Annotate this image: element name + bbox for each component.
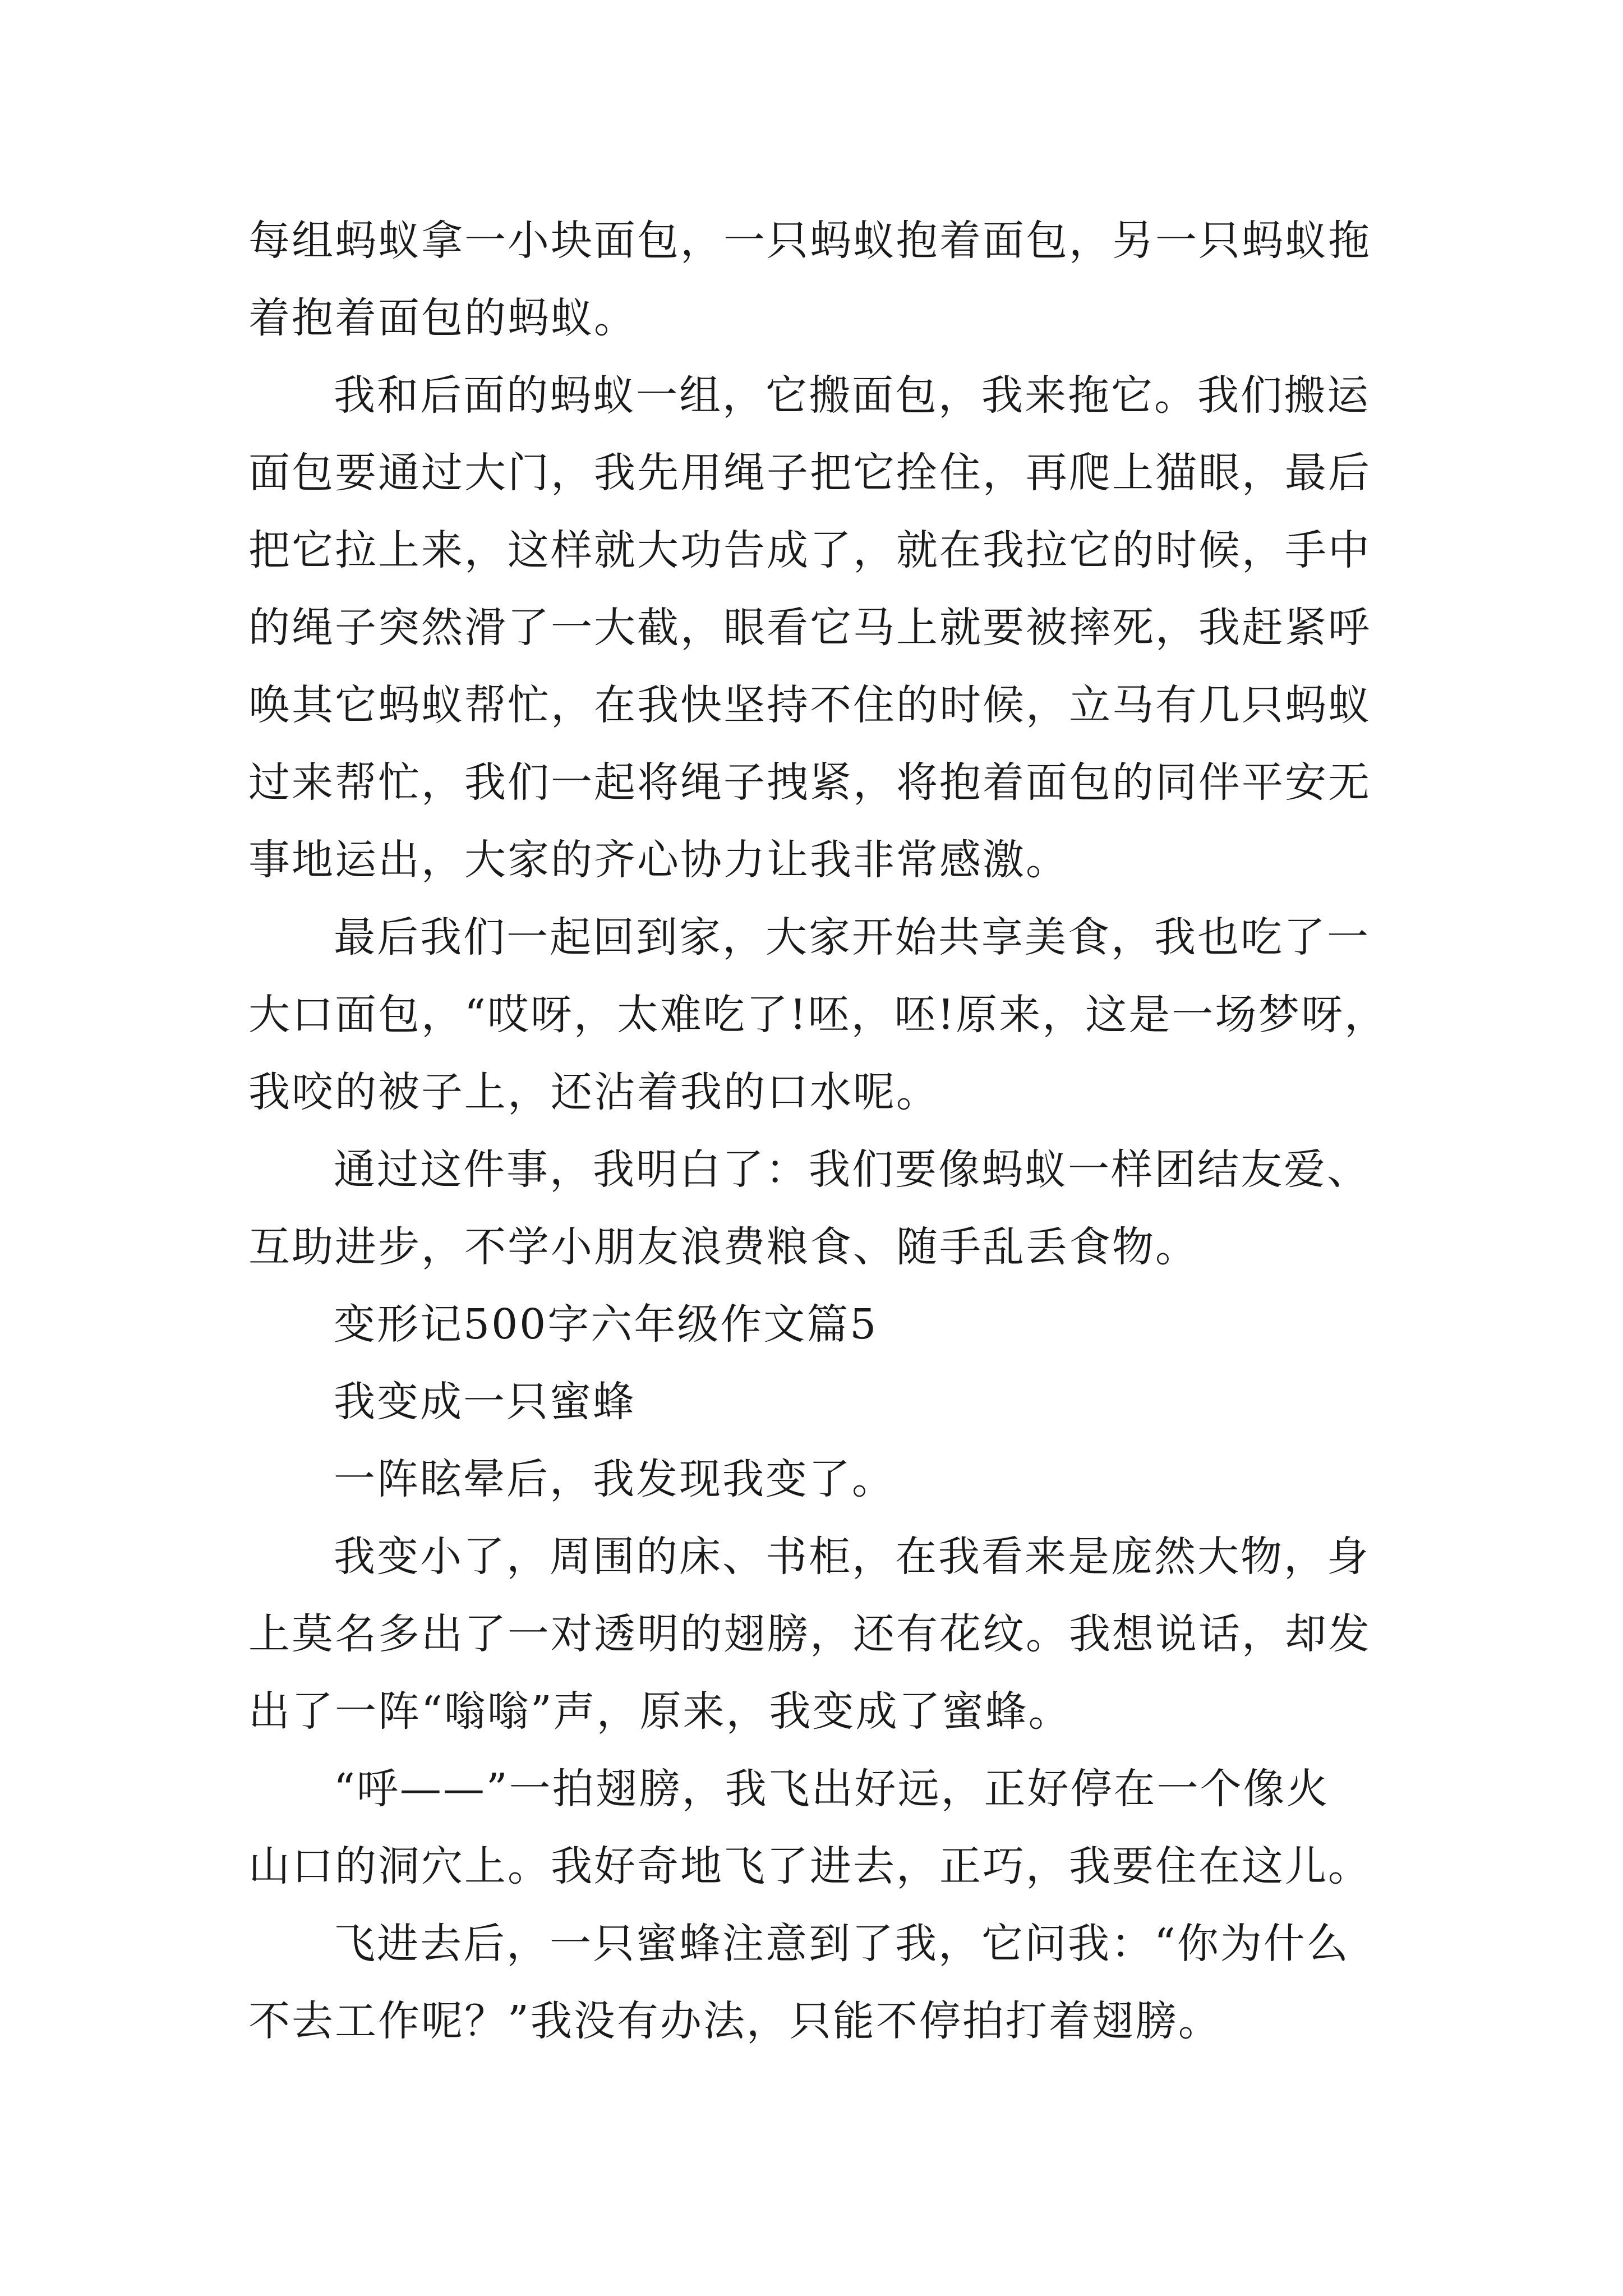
paragraph-start-line: 我变小了，周围的床、书柜，在我看来是庞然大物，身 bbox=[334, 1533, 1370, 1581]
text-line: 面包要通过大门，我先用绳子把它拴住，再爬上猫眼，最后 bbox=[248, 449, 1371, 497]
paragraph-start-line: 飞进去后，一只蜜蜂注意到了我，它问我：“你为什么 bbox=[334, 1920, 1350, 1968]
text-line: 互助进步，不学小朋友浪费粮食、随手乱丢食物。 bbox=[248, 1223, 1198, 1271]
text-line: 着抱着面包的蚂蚁。 bbox=[248, 294, 637, 342]
paragraph-start-line: 通过这件事，我明白了：我们要像蚂蚁一样团结友爱、 bbox=[334, 1145, 1370, 1194]
paragraph-start-line: “呼——”一拍翅膀，我飞出好远，正好停在一个像火 bbox=[334, 1765, 1330, 1813]
text-line: 唤其它蚂蚁帮忙，在我快坚持不住的时候，立马有几只蚂蚁 bbox=[248, 681, 1371, 729]
section-heading: 变形记500字六年级作文篇5 bbox=[334, 1300, 878, 1349]
text-line: 大口面包，“哎呀，太难吃了!呸，呸!原来，这是一场梦呀， bbox=[248, 991, 1388, 1039]
paragraph-start-line: 一阵眩晕后，我发现我变了。 bbox=[334, 1455, 895, 1503]
text-line: 我咬的被子上，还沾着我的口水呢。 bbox=[248, 1068, 939, 1116]
text-line: 的绳子突然滑了一大截，眼看它马上就要被摔死，我赶紧呼 bbox=[248, 604, 1371, 652]
text-line: 不去工作呢？”我没有办法，只能不停拍打着翅膀。 bbox=[248, 1997, 1221, 2045]
essay-title: 我变成一只蜜蜂 bbox=[334, 1378, 636, 1426]
text-line: 把它拉上来，这样就大功告成了，就在我拉它的时候，手中 bbox=[248, 526, 1371, 574]
paragraph-start-line: 最后我们一起回到家，大家开始共享美食，我也吃了一 bbox=[334, 913, 1370, 961]
text-line: 每组蚂蚁拿一小块面包，一只蚂蚁抱着面包，另一只蚂蚁拖 bbox=[248, 217, 1371, 265]
text-line: 出了一阵“嗡嗡”声，原来，我变成了蜜蜂。 bbox=[248, 1687, 1072, 1736]
text-line: 事地运出，大家的齐心协力让我非常感激。 bbox=[248, 836, 1069, 884]
paragraph-start-line: 我和后面的蚂蚁一组，它搬面包，我来拖它。我们搬运 bbox=[334, 371, 1370, 420]
text-line: 上莫名多出了一对透明的翅膀，还有花纹。我想说话，却发 bbox=[248, 1610, 1371, 1658]
text-line: 山口的洞穴上。我好奇地飞了进去，正巧，我要住在这儿。 bbox=[248, 1842, 1371, 1890]
text-line: 过来帮忙，我们一起将绳子拽紧，将抱着面包的同伴平安无 bbox=[248, 758, 1371, 807]
essay-body bbox=[248, 202, 1388, 2060]
